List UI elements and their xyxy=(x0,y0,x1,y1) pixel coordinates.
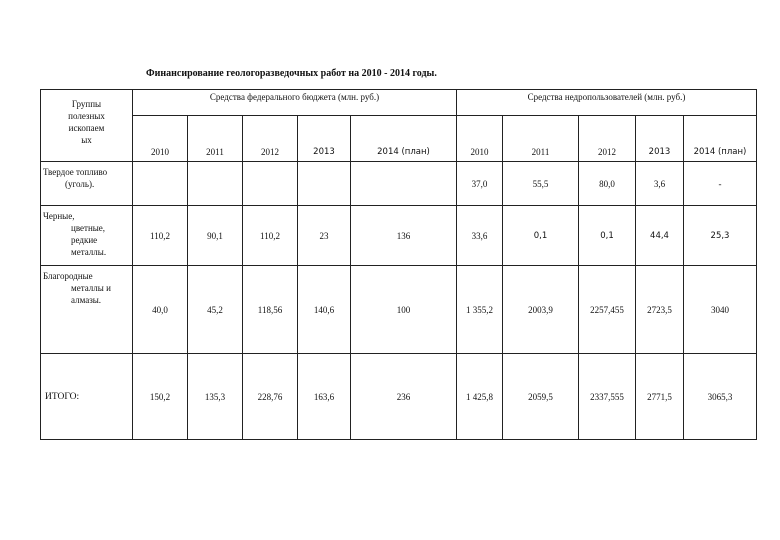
row-label-line: алмазы. xyxy=(71,295,102,305)
row-label-line: редкие xyxy=(71,235,98,245)
subsoil-value-cell: 2003,9 xyxy=(503,266,579,354)
federal-value-cell: 136 xyxy=(351,206,457,266)
groups-header-cell xyxy=(41,90,133,162)
groups-header-line: ых xyxy=(81,135,92,145)
federal-total-cell: 150,2 xyxy=(133,354,188,440)
table-row xyxy=(41,206,757,266)
subsoil-year-header: 2010 xyxy=(457,116,503,162)
federal-value-cell xyxy=(351,162,457,206)
table-row xyxy=(41,266,757,354)
federal-value-cell: 45,2 xyxy=(188,266,243,354)
subsoil-year-header: 2011 xyxy=(503,116,579,162)
groups-header-line: Группы xyxy=(71,99,102,109)
subsoil-value-cell: 55,5 xyxy=(503,162,579,206)
federal-year-header: 2011 xyxy=(188,116,243,162)
federal-value-cell: 110,2 xyxy=(133,206,188,266)
subsoil-value-cell: 2257,455 xyxy=(579,266,636,354)
subsoil-total-cell: 2059,5 xyxy=(503,354,579,440)
subsoil-value-cell: - xyxy=(684,162,757,206)
total-label-cell: ИТОГО: xyxy=(41,354,133,440)
subsoil-total-cell: 2771,5 xyxy=(636,354,684,440)
row-label-cell xyxy=(41,162,133,206)
federal-value-cell: 90,1 xyxy=(188,206,243,266)
row-label-line: Черные, xyxy=(43,211,75,221)
subsoil-value-cell: 0,1 xyxy=(579,206,636,266)
federal-year-header: 2013 xyxy=(298,116,351,162)
subsoil-value-cell: 44,4 xyxy=(636,206,684,266)
subsoil-value-cell: 25,3 xyxy=(684,206,757,266)
subsoil-value-cell: 0,1 xyxy=(503,206,579,266)
federal-value-cell: 118,56 xyxy=(243,266,298,354)
federal-year-header: 2012 xyxy=(243,116,298,162)
row-label-line: металлы и xyxy=(71,283,111,293)
federal-total-cell: 228,76 xyxy=(243,354,298,440)
subsoil-value-cell: 1 355,2 xyxy=(457,266,503,354)
subsoil-value-cell: 80,0 xyxy=(579,162,636,206)
federal-year-header: 2014 (план) xyxy=(351,116,457,162)
federal-value-cell: 40,0 xyxy=(133,266,188,354)
federal-value-cell xyxy=(243,162,298,206)
subsoil-users-header: Средства недропользователей (млн. руб.) xyxy=(457,90,757,116)
subsoil-total-cell: 2337,555 xyxy=(579,354,636,440)
subsoil-year-header: 2012 xyxy=(579,116,636,162)
row-label-line: (уголь). xyxy=(65,179,95,189)
row-label-line: цветные, xyxy=(71,223,106,233)
row-label-cell xyxy=(41,266,133,354)
federal-value-cell: 100 xyxy=(351,266,457,354)
federal-value-cell: 140,6 xyxy=(298,266,351,354)
row-label-line: Твердое топливо xyxy=(43,167,108,177)
subsoil-year-header: 2014 (план) xyxy=(684,116,757,162)
table-row xyxy=(41,162,757,206)
groups-header-line: ископаем xyxy=(68,123,105,133)
row-label-line: металлы. xyxy=(71,247,107,257)
subsoil-value-cell: 37,0 xyxy=(457,162,503,206)
federal-total-cell: 135,3 xyxy=(188,354,243,440)
subsoil-value-cell: 3040 xyxy=(684,266,757,354)
subsoil-total-cell: 1 425,8 xyxy=(457,354,503,440)
federal-total-cell: 163,6 xyxy=(298,354,351,440)
subsoil-total-cell: 3065,3 xyxy=(684,354,757,440)
subsoil-value-cell: 33,6 xyxy=(457,206,503,266)
federal-value-cell xyxy=(133,162,188,206)
groups-header-line: полезных xyxy=(68,111,105,121)
federal-total-cell: 236 xyxy=(351,354,457,440)
federal-budget-header: Средства федерального бюджета (млн. руб.) xyxy=(133,90,457,116)
row-label-cell xyxy=(41,206,133,266)
federal-value-cell: 23 xyxy=(298,206,351,266)
financing-table xyxy=(40,89,757,440)
subsoil-year-header: 2013 xyxy=(636,116,684,162)
federal-year-header: 2010 xyxy=(133,116,188,162)
subsoil-value-cell: 3,6 xyxy=(636,162,684,206)
federal-value-cell: 110,2 xyxy=(243,206,298,266)
federal-value-cell xyxy=(188,162,243,206)
row-label-line: Благородные xyxy=(43,271,93,281)
subsoil-value-cell: 2723,5 xyxy=(636,266,684,354)
table-title: Финансирование геологоразведочных работ на 2010 - 2014 годы. xyxy=(146,68,437,79)
federal-value-cell xyxy=(298,162,351,206)
table-row-total xyxy=(41,354,757,440)
